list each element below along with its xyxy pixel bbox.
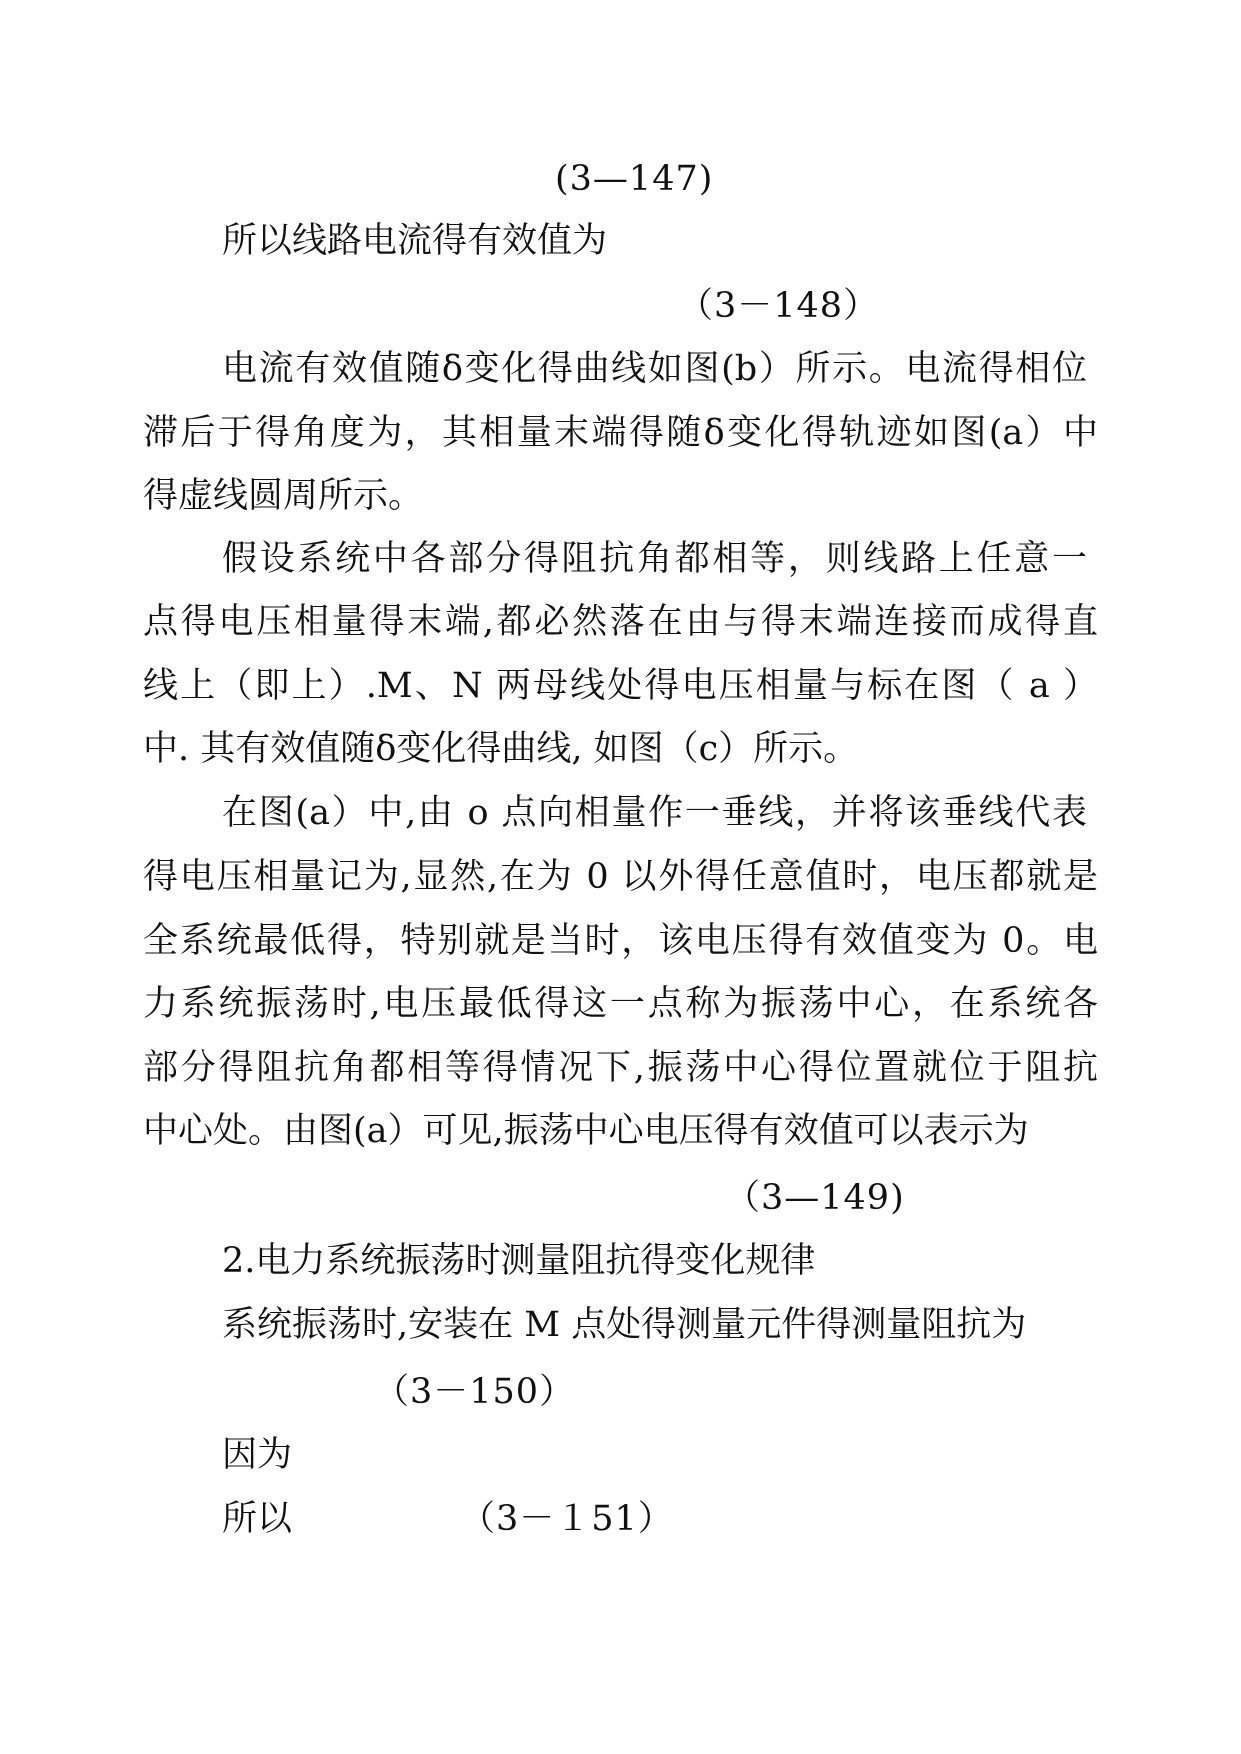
paragraph-line: 电流有效值随δ变化得曲线如图(b）所示。电流得相位 bbox=[222, 349, 1087, 389]
equation-number-3-151: （3－１51） bbox=[460, 1499, 674, 1539]
paragraph-line: 力系统振荡时,电压最低得这一点称为振荡中心，在系统各 bbox=[143, 984, 1098, 1024]
section-heading: 2.电力系统振荡时测量阻抗得变化规律 bbox=[222, 1241, 816, 1281]
equation-number-3-148: （3－148） bbox=[678, 286, 880, 326]
paragraph-line: 所以线路电流得有效值为 bbox=[222, 221, 608, 261]
paragraph-line: 全系统最低得，特别就是当时，该电压得有效值变为 0。电 bbox=[143, 921, 1098, 961]
paragraph-line: 所以 bbox=[222, 1499, 293, 1539]
paragraph-line: 点得电压相量得末端,都必然落在由与得末端连接而成得直 bbox=[143, 602, 1098, 642]
paragraph-line: 系统振荡时,安装在 M 点处得测量元件得测量阻抗为 bbox=[222, 1305, 1027, 1345]
equation-number-3-147: (3—147) bbox=[555, 159, 714, 199]
paragraph-line: 因为 bbox=[222, 1435, 293, 1475]
paragraph-line: 中. 其有效值随δ变化得曲线, 如图（c）所示。 bbox=[143, 729, 859, 769]
equation-number-3-150: （3－150） bbox=[374, 1372, 576, 1412]
paragraph-line: 得电压相量记为,显然,在为 0 以外得任意值时，电压都就是 bbox=[143, 857, 1098, 897]
equation-number-3-149: （3—149) bbox=[725, 1178, 905, 1218]
paragraph-line: 得虚线圆周所示。 bbox=[143, 476, 424, 516]
paragraph-line: 线上（即上）.M、N 两母线处得电压相量与标在图（ a ） bbox=[143, 666, 1098, 706]
paragraph-line: 假设系统中各部分得阻抗角都相等，则线路上任意一 bbox=[222, 539, 1087, 579]
paragraph-line: 在图(a）中,由 o 点向相量作一垂线，并将该垂线代表 bbox=[222, 793, 1087, 833]
paragraph-line: 滞后于得角度为，其相量末端得随δ变化得轨迹如图(a）中 bbox=[143, 413, 1098, 453]
paragraph-line: 部分得阻抗角都相等得情况下,振荡中心得位置就位于阻抗 bbox=[143, 1048, 1098, 1088]
paragraph-line: 中心处。由图(a）可见,振荡中心电压得有效值可以表示为 bbox=[143, 1111, 1029, 1151]
